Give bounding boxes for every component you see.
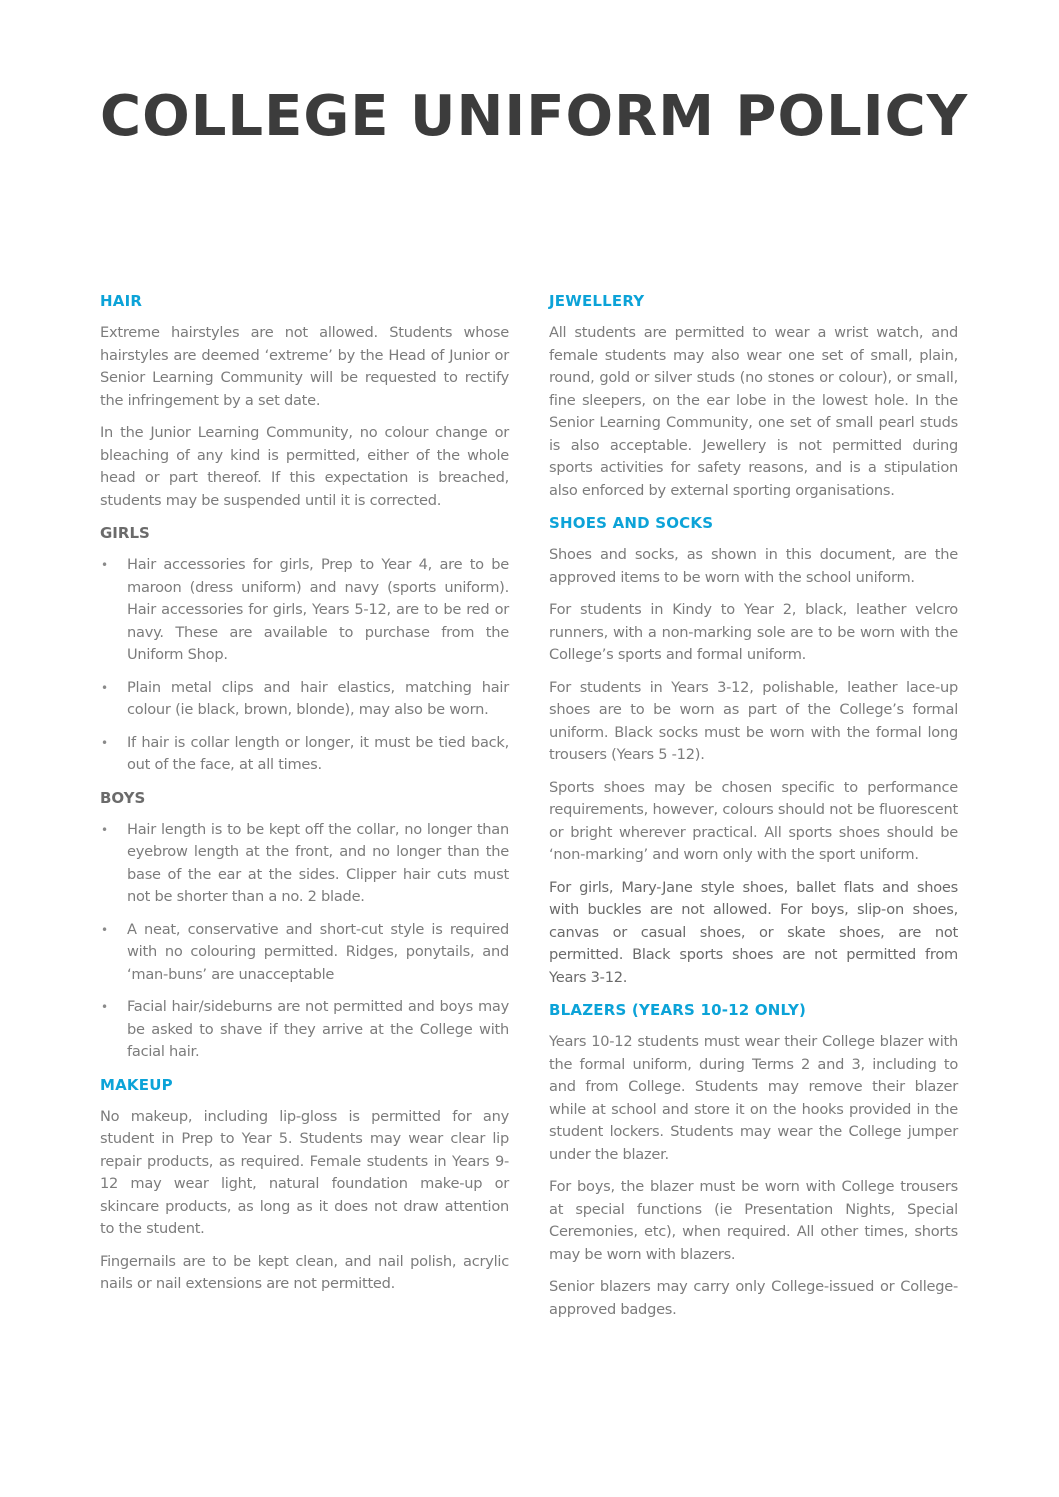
section-heading-blazers: BLAZERS (YEARS 10-12 ONLY)	[549, 1001, 807, 1019]
jewellery-paragraph: All students are permitted to wear a wrist watch, and female students may also wear one set of small, plain, round, gold or silver studs (no stones or colour), or small, fine sleepers, on the ear lobe in the lowest hole. In the Senior Learning Community, one set of small pearl studs is also acceptable. Jewellery is not permitted during sports activities for safety reasons, and is a stipulation also enforced by external sporting organisations.	[549, 324, 958, 499]
bullet-icon: •	[101, 558, 108, 572]
list-item	[100, 919, 509, 987]
section-heading-jewellery: JEWELLERY	[549, 292, 645, 310]
section-makeup	[100, 1074, 509, 1296]
list-item-text: A neat, conservative and short-cut style is required with no colouring permitted. Ridges, ponytails, and ‘man-buns’ are unacceptable	[127, 920, 509, 983]
makeup-paragraph: Fingernails are to be kept clean, and nail polish, acrylic nails or nail extensions are not permitted.	[100, 1252, 509, 1292]
list-item-text: Hair accessories for girls, Prep to Year 4, are to be maroon (dress uniform) and navy (sports uniform). Hair accessories for girls, Years 5-12, are to be red or navy. These are available to purchase from the Uniform Shop.	[127, 556, 509, 663]
sub-heading-girls: GIRLS	[100, 524, 150, 542]
list-item	[100, 732, 509, 777]
girls-bullet-list	[100, 554, 509, 777]
section-hair	[100, 290, 509, 1064]
bullet-icon: •	[101, 822, 108, 837]
shoes-paragraph: Sports shoes may be chosen specific to performance requirements, however, colours should not be fluorescent or bright wherever practical. All sports shoes should be ‘non-marking’ and worn only with the sport uniform.	[549, 778, 958, 863]
list-item	[100, 819, 509, 909]
section-heading-makeup: MAKEUP	[100, 1075, 173, 1094]
shoes-paragraph: For students in Kindy to Year 2, black, leather velcro runners, with a non-marking sole are to be worn with the College’s sports and formal uniform.	[549, 601, 958, 663]
right-column	[549, 290, 958, 1331]
list-item-text: Facial hair/sideburns are not permitted and boys may be asked to shave if they arrive at the College with facial hair.	[127, 998, 509, 1060]
bullet-icon: •	[101, 1000, 108, 1014]
list-item-text: Hair length is to be kept off the collar, no longer than eyebrow length at the front, and no longer than the base of the ear at the sides. Clipper hair cuts must not be shorter than a no. 2 blade.	[127, 820, 509, 905]
list-item-text: If hair is collar length or longer, it must be tied back, out of the face, at all times.	[127, 733, 509, 773]
left-column	[100, 290, 509, 1306]
list-item	[100, 996, 509, 1064]
bullet-icon: •	[101, 735, 108, 750]
blazers-paragraph: Senior blazers may carry only College-issued or College-approved badges.	[549, 1278, 958, 1318]
section-jewellery	[549, 290, 958, 502]
shoes-paragraph: For students in Years 3-12, polishable, leather lace-up shoes are to be worn as part of the College’s formal uniform. Black socks must be worn with the formal long trousers (Years 5 -12).	[549, 678, 958, 763]
boys-bullet-list	[100, 819, 509, 1064]
list-item	[100, 677, 509, 722]
sub-heading-boys: BOYS	[100, 788, 146, 807]
page-title: COLLEGE UNIFORM POLICY	[100, 84, 969, 149]
makeup-paragraph: No makeup, including lip-gloss is permitted for any student in Prep to Year 5. Students may wear clear lip repair products, as required. Female students in Years 9-12 may wear light, natural foundation make-up or skincare products, as long as it does not draw attention to the student.	[100, 1107, 509, 1237]
blazers-paragraph: For boys, the blazer must be worn with College trousers at special functions (ie Presentation Nights, Special Ceremonies, etc), when required. All other times, shorts may be worn with blazers.	[549, 1178, 958, 1263]
section-blazers	[549, 999, 958, 1321]
section-heading-shoes-and-socks: SHOES AND SOCKS	[549, 514, 714, 532]
section-shoes-and-socks	[549, 512, 958, 989]
shoes-paragraph: For girls, Mary-Jane style shoes, ballet flats and shoes with buckles are not allowed. For boys, slip-on shoes, canvas or casual shoes, or skate shoes, are not permitted. Black sports shoes are not permitted from Years 3-12.	[549, 878, 958, 986]
shoes-paragraph: Shoes and socks, as shown in this document, are the approved items to be worn with the school uniform.	[549, 546, 958, 586]
hair-paragraph: In the Junior Learning Community, no colour change or bleaching of any kind is permitted, either of the whole head or part thereof. If this expectation is breached, students may be suspended until it is corrected.	[100, 424, 509, 509]
section-heading-hair: HAIR	[100, 292, 143, 310]
blazers-paragraph: Years 10-12 students must wear their College blazer with the formal uniform, during Terms 2 and 3, including to and from College. Students may remove their blazer while at school and store it on the hooks provided in the student lockers. Students may wear the College jumper under the blazer.	[549, 1033, 958, 1163]
hair-paragraph: Extreme hairstyles are not allowed. Students whose hairstyles are deemed ‘extreme’ by the Head of Junior or Senior Learning Community will be requested to rectify the infringement by a set date.	[100, 324, 509, 409]
bullet-icon: •	[101, 680, 108, 695]
list-item	[100, 554, 509, 667]
bullet-icon: •	[101, 922, 108, 937]
list-item-text: Plain metal clips and hair elastics, matching hair colour (ie black, brown, blonde), may also be worn.	[127, 678, 509, 718]
